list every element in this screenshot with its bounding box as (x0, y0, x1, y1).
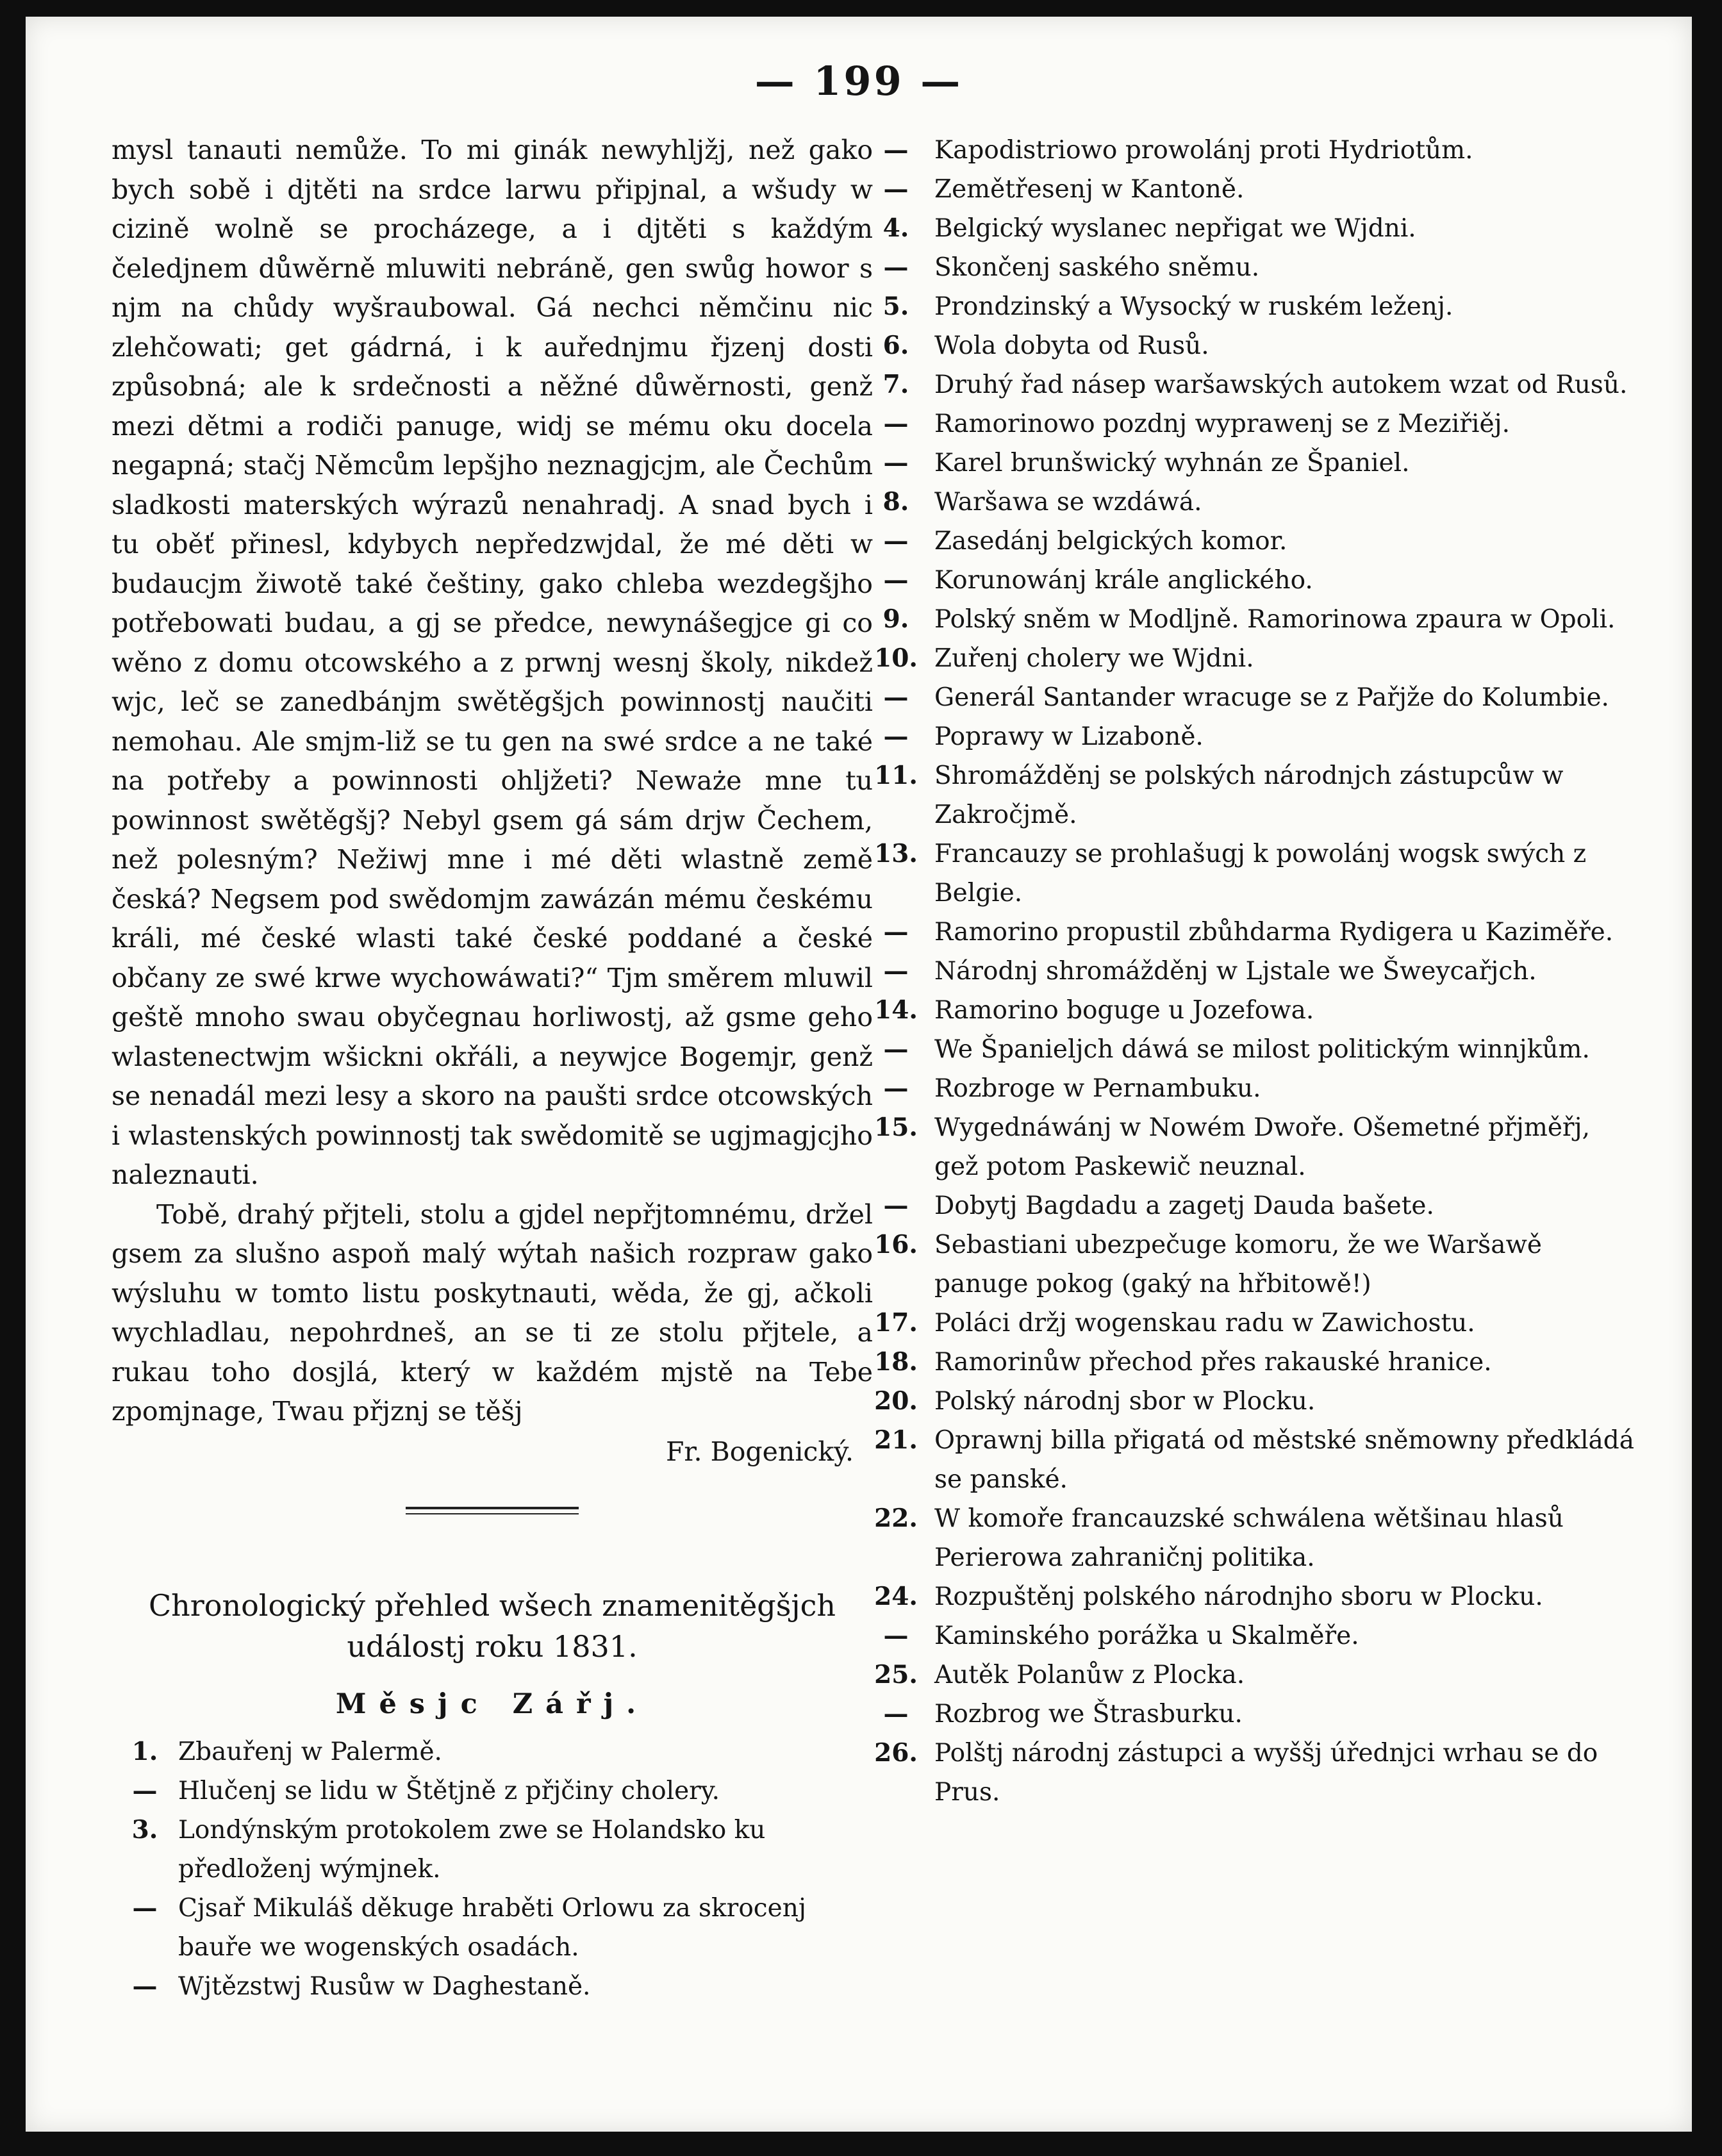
entry-event: Skončenj saského sněmu. (934, 253, 1260, 282)
chronology-list (857, 131, 1641, 1812)
entry-day: 22. (874, 1504, 918, 1533)
entry-event: Prondzinský a Wysocký w ruském leženj. (934, 292, 1453, 321)
entry-event: Ramorinůw přechod přes rakauské hranice. (934, 1348, 1492, 1377)
entry-day: 16. (874, 1230, 918, 1259)
entry-event: Oprawnj billa přigatá od městské sněmowny předkládá se panské. (934, 1426, 1635, 1494)
entry-event: Poprawy w Lizaboně. (934, 722, 1204, 751)
entry-day: 24. (874, 1582, 918, 1611)
entry-day: 3. (131, 1814, 158, 1845)
chronology-entry (857, 287, 1641, 326)
chronology-entry (857, 1734, 1641, 1812)
chronology-entry (857, 1304, 1641, 1343)
entry-event: Poláci držj wogenskau radu w Zawichostu. (934, 1309, 1475, 1338)
entry-event: Generál Santander wracuge se z Pařjže do Kolumbie. (934, 683, 1609, 712)
entry-event: Zbauřenj w Palermě. (178, 1737, 442, 1766)
author-signature: Fr. Bogenický. (665, 1436, 854, 1467)
body-paragraph: mysl tanauti nemůže. To mi ginák newyhljžj, než gako bych sobě i djtěti na srdce larwu připjnal, a wšudy w cizině wolně se procházege, a i djtěti s každým čeledjnem důwěrně mluwiti nebráně, gen swůg howor s njm na chůdy wyšraubowal. Gá nechci němčinu nic zlehčowati; get gádrná, i k auřednjmu řjzenj dosti způsobná; ale k srdečnosti a něžné důwěrnosti, genž mezi dětmi a rodiči panuge, widj se mému oku docela negapná; stačj Němcům lepšjho neznagjcjm, ale Čechům sladkosti materských wýrazů nenahradj. A snad bych i tu oběť přinesl, kdybych nepředzwjdal, že mé děti w budaucjm žiwotě také češtiny, gako chleba wezdegšjho potřebowati budau, a gj se předce, newynášegjce gi co wěno z domu otcowského a z prwnj wesnj školy, nikdež wjc, leč se zanedbánjm swětěgšjch powinnostj naučiti nemohau. Ale smjm-liž se tu gen na swé srdce a ne také na potřeby a powinnosti ohljžeti? Neważe mne tu powinnost swětěgšj? Nebyl gsem gá sám drjw Čechem, než polesným? Nežiwj mne i mé děti wlastně země česká? Negsem pod swědomjm zawázán mému českému králi, mé české wlasti také české poddané a české občany ze swé krwe wychowáwati?“ Tjm směrem mluwil geště mnoho swau obyčegnau horliwostj, až gsme geho wlastenectwjm wšickni okřáli, a neywjce Bogemjr, genž se nenadál mezi lesy a skoro na paušti srdce otcowských i wlastenských powinnostj tak swědomitě se ugjmagjcjho naleznauti. (112, 135, 873, 1190)
entry-event: Kaminského porážka u Skalměře. (934, 1621, 1359, 1650)
chronology-entry (857, 1343, 1641, 1382)
chronology-entry (857, 678, 1641, 717)
entry-event: Wygednáwánj w Nowém Dwoře. Ošemetné přjměřj, gež potom Paskewič neuznal. (934, 1113, 1591, 1181)
chronology-entry (857, 1108, 1641, 1186)
entry-day: 17. (874, 1308, 918, 1338)
entry-day: — (883, 917, 909, 947)
chronology-entry (857, 639, 1641, 678)
chronology-entry (857, 1499, 1641, 1577)
chronology-entry (857, 1069, 1641, 1108)
entry-day: — (883, 1621, 909, 1650)
chronology-entry (857, 131, 1641, 170)
chronology-entry (857, 170, 1641, 209)
entry-event: Autěk Polanůw z Plocka. (934, 1661, 1245, 1689)
entry-event: Wjtězstwj Rusůw w Daghestaně. (178, 1971, 591, 2001)
entry-event: Shromážděnj se polských národnjch zástupcůw w Zakročjmě. (934, 761, 1564, 829)
entry-event: W komoře francauzské schwálena wětšinau hlasů Perierowa zahraničnj politika. (934, 1504, 1564, 1572)
chronology-entry (857, 522, 1641, 561)
chronology-entry (857, 1030, 1641, 1069)
chronology-entry (857, 561, 1641, 600)
entry-day: 11. (874, 761, 918, 790)
entry-day: 1. (131, 1736, 158, 1766)
chronology-entry (112, 1889, 873, 1967)
entry-day: — (883, 526, 909, 556)
chronology-entry (857, 913, 1641, 952)
entry-event: We Španieljch dáwá se milost politickým winnjkům. (934, 1035, 1590, 1064)
chronology-title: Chronologický přehled wšech znamenitěgšjch událostj roku 1831. (148, 1588, 836, 1664)
entry-day: 26. (874, 1738, 918, 1768)
entry-day: — (132, 1971, 158, 2001)
entry-day: — (883, 448, 909, 477)
page-number: — 199 — (754, 58, 963, 104)
chronology-entry (112, 1732, 873, 1771)
entry-event: Zuřenj cholery we Wjdni. (934, 644, 1254, 673)
entry-event: Korunowánj krále anglického. (934, 566, 1313, 595)
entry-day: 8. (882, 487, 909, 517)
entry-event: Polštj národnj zástupci a wyššj úřednjci wrhau se do Prus. (934, 1739, 1598, 1807)
entry-day: 9. (882, 604, 909, 634)
chronology-entry (857, 1655, 1641, 1695)
entry-event: Druhý řad násep waršawských autokem wzat od Rusů. (934, 370, 1628, 399)
entry-day: 15. (874, 1113, 918, 1142)
entry-event: Rozbrog we Štrasburku. (934, 1700, 1243, 1729)
entry-event: Wola dobyta od Rusů. (934, 331, 1209, 360)
entry-day: 20. (874, 1386, 918, 1416)
chronology-entry (112, 1771, 873, 1811)
entry-day: — (883, 409, 909, 438)
entry-event: Zasedánj belgických komor. (934, 527, 1287, 556)
entry-event: Hlučenj se lidu w Štětjně z přjčiny cholery. (178, 1776, 720, 1805)
entry-event: Ramorino boguge u Jozefowa. (934, 996, 1314, 1025)
entry-day: 5. (882, 292, 909, 321)
chronology-entry (857, 483, 1641, 522)
chronology-entry (857, 1421, 1641, 1499)
chronology-entry (857, 952, 1641, 991)
chronology-entry (857, 209, 1641, 248)
entry-event: Dobytj Bagdadu a zagetj Dauda bašete. (934, 1191, 1434, 1220)
book-page (26, 17, 1692, 2132)
entry-event: Rozbroge w Pernambuku. (934, 1074, 1261, 1103)
month-heading: Měsjc Zářj. (335, 1687, 649, 1720)
entry-event: Kapodistriowo prowolánj proti Hydriotům. (934, 136, 1473, 165)
entry-event: Cjsař Mikuláš děkuge hraběti Orlowu za skrocenj bauře we wogenských osadách. (178, 1893, 806, 1962)
entry-day: 6. (882, 331, 909, 360)
entry-day: 4. (882, 213, 909, 243)
entry-day: — (132, 1775, 158, 1805)
entry-event: Sebastiani ubezpečuge komoru, že we Waršawě panuge pokog (gaký na hřbitowě!) (934, 1231, 1542, 1298)
entry-event: Polský sněm w Modljně. Ramorinowa zpaura w Opoli. (934, 605, 1616, 634)
entry-day: — (883, 253, 909, 282)
entry-day: 25. (874, 1660, 918, 1689)
chronology-entry (857, 1577, 1641, 1616)
chronology-entry (857, 717, 1641, 756)
entry-event: Londýnským protokolem zwe se Holandsko ku předloženj wýmjnek. (178, 1815, 766, 1884)
entry-day: — (883, 1191, 909, 1220)
entry-day: 10. (874, 643, 918, 673)
entry-day: 13. (874, 839, 918, 868)
chronology-entry (857, 1186, 1641, 1225)
entry-day: — (883, 174, 909, 204)
entry-event: Národnj shromážděnj w Ljstale we Šweycařjch. (934, 957, 1537, 986)
section-separator (406, 1507, 579, 1514)
entry-event: Zemětřesenj w Kantoně. (934, 175, 1245, 204)
left-column (112, 131, 873, 2006)
chronology-entry (857, 1382, 1641, 1421)
entry-day: — (883, 956, 909, 986)
entry-event: Belgický wyslanec nepřigat we Wjdni. (934, 214, 1416, 243)
chronology-list (112, 1732, 873, 2006)
entry-day: 21. (874, 1425, 918, 1455)
chronology-entry (112, 1811, 873, 1889)
entry-day: — (883, 1074, 909, 1103)
body-paragraph: Tobě, drahý přjteli, stolu a gjdel nepřjtomnému, držel gsem za slušno aspoň malý wýtah našich rozpraw gako wýsluhu w tomto listu poskytnauti, wěda, že gj, ačkoli wychladlau, nepohrdneš, an se ti ze stolu přjtele, a rukau toho dosjlá, který w každém mjstě na Tebe zpomjnage, Twau přjznj se těšj (112, 1198, 873, 1427)
entry-day: — (883, 1034, 909, 1064)
chronology-entry (857, 404, 1641, 444)
chronology-entry (857, 991, 1641, 1030)
chronology-entry (857, 365, 1641, 404)
chronology-entry (857, 1695, 1641, 1734)
entry-event: Waršawa se wzdáwá. (934, 488, 1202, 517)
chronology-entry (857, 1616, 1641, 1655)
chronology-entry (857, 444, 1641, 483)
entry-day: 14. (874, 995, 918, 1025)
entry-event: Karel brunšwický wyhnán ze Španiel. (934, 449, 1410, 477)
entry-day: 7. (882, 370, 909, 399)
chronology-entry (112, 1967, 873, 2006)
chronology-entry (857, 326, 1641, 365)
chronology-entry (857, 1225, 1641, 1304)
entry-day: — (132, 1893, 158, 1923)
entry-day: — (883, 683, 909, 712)
chronology-entry (857, 248, 1641, 287)
right-column (857, 131, 1641, 1812)
entry-event: Ramorinowo pozdnj wyprawenj se z Meziřiěj. (934, 410, 1511, 438)
entry-event: Rozpuštěnj polského národnjho sboru w Plocku. (934, 1582, 1543, 1611)
chronology-entry (857, 600, 1641, 639)
entry-event: Polský národnj sbor w Plocku. (934, 1387, 1316, 1416)
entry-day: — (883, 1699, 909, 1729)
entry-event: Francauzy se prohlašugj k powolánj wogsk swých z Belgie. (934, 840, 1587, 908)
entry-day: — (883, 565, 909, 595)
entry-event: Ramorino propustil zbůhdarma Rydigera u Kaziměře. (934, 918, 1614, 947)
entry-day: — (883, 722, 909, 751)
entry-day: — (883, 135, 909, 165)
entry-day: 18. (874, 1347, 918, 1377)
chronology-entry (857, 834, 1641, 913)
chronology-entry (857, 756, 1641, 834)
